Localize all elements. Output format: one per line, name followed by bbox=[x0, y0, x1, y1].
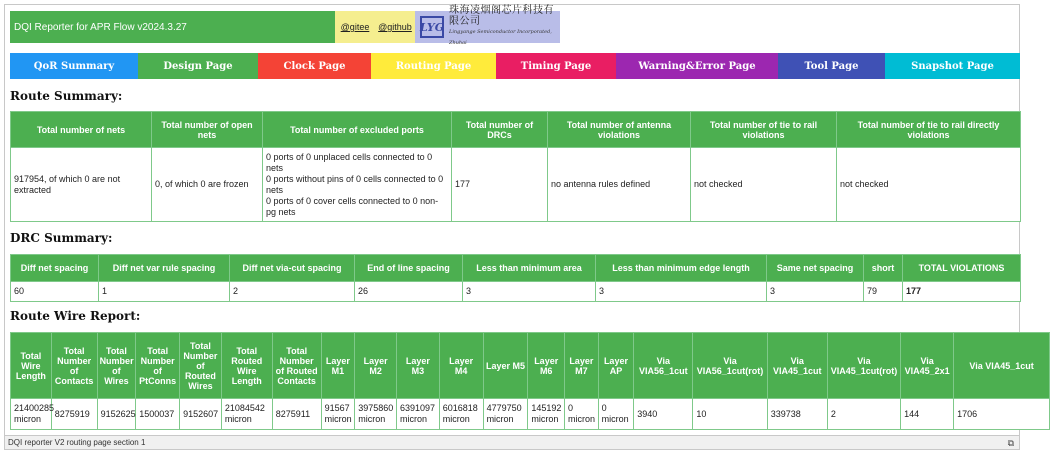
wire-value-cell: 8275911 bbox=[272, 399, 321, 430]
column-header: Diff net var rule spacing bbox=[99, 255, 230, 282]
drc-total-cell: 177 bbox=[903, 282, 1021, 302]
column-header: Total Routed Wire Length bbox=[221, 333, 272, 399]
column-header: Less than minimum edge length bbox=[596, 255, 767, 282]
column-header: Via VIA45_2x1 bbox=[901, 333, 954, 399]
wire-value-cell: 0 micron bbox=[598, 399, 634, 430]
table-header-row bbox=[11, 255, 1021, 282]
wire-value-cell: 6391097 micron bbox=[396, 399, 439, 430]
route-wire-title: Route Wire Report: bbox=[10, 309, 141, 323]
wire-value-cell: 9152607 bbox=[180, 399, 222, 430]
column-header: Layer M3 bbox=[396, 333, 439, 399]
tab-clock-page[interactable]: Clock Page bbox=[258, 53, 371, 79]
status-bar bbox=[5, 435, 1019, 449]
column-header: Total Wire Length bbox=[11, 333, 52, 399]
open-nets-cell: 0, of which 0 are frozen bbox=[152, 148, 263, 222]
logo-text bbox=[449, 5, 560, 49]
excluded-line: 0 ports without pins of 0 cells connected to 0 nets bbox=[266, 173, 444, 195]
column-header: Total number of DRCs bbox=[452, 112, 548, 148]
tab-timing-page[interactable]: Timing Page bbox=[496, 53, 616, 79]
wire-value-cell: 339738 bbox=[767, 399, 827, 430]
wire-value-cell: 21084542 micron bbox=[221, 399, 272, 430]
tab-tool-page[interactable]: Tool Page bbox=[778, 53, 885, 79]
wire-value-cell: 8275919 bbox=[51, 399, 97, 430]
column-header: Layer M4 bbox=[439, 333, 483, 399]
page-frame bbox=[4, 4, 1034, 450]
route-summary-table bbox=[10, 111, 1021, 222]
wire-value-cell: 10 bbox=[693, 399, 767, 430]
excluded-line: 0 ports of 0 cover cells connected to 0 non-pg nets bbox=[266, 195, 439, 217]
drc-value-cell: 2 bbox=[230, 282, 355, 302]
column-header: Layer AP bbox=[598, 333, 634, 399]
column-header: short bbox=[864, 255, 903, 282]
logo-mark: LYG bbox=[420, 16, 444, 38]
wire-value-cell: 1706 bbox=[954, 399, 1050, 430]
status-text: DQI reporter V2 routing page section 1 bbox=[8, 438, 146, 447]
column-header: Diff net via-cut spacing bbox=[230, 255, 355, 282]
wire-value-cell: 145192 micron bbox=[528, 399, 565, 430]
drc-value-cell: 26 bbox=[355, 282, 463, 302]
wire-value-cell: 9152625 bbox=[97, 399, 136, 430]
wire-value-cell: 3975860 micron bbox=[355, 399, 397, 430]
column-header: Total number of tie to rail directly violations bbox=[837, 112, 1021, 148]
column-header: Via VIA45_1cut bbox=[767, 333, 827, 399]
column-header: Diff net spacing bbox=[11, 255, 99, 282]
wire-value-cell: 144 bbox=[901, 399, 954, 430]
tab-qor-summary[interactable]: QoR Summary bbox=[10, 53, 138, 79]
column-header: Layer M2 bbox=[355, 333, 397, 399]
column-header: End of line spacing bbox=[355, 255, 463, 282]
github-link[interactable]: @github bbox=[375, 11, 415, 43]
tie-rail-cell: not checked bbox=[691, 148, 837, 222]
column-header: TOTAL VIOLATIONS bbox=[903, 255, 1021, 282]
popout-icon[interactable]: ⧉ bbox=[1007, 438, 1014, 448]
column-header: Via VIA45_1cut bbox=[954, 333, 1050, 399]
column-header: Total Number of Contacts bbox=[51, 333, 97, 399]
drc-summary-title: DRC Summary: bbox=[10, 231, 113, 245]
drcs-cell: 177 bbox=[452, 148, 548, 222]
drc-value-cell: 3 bbox=[767, 282, 864, 302]
gitee-link[interactable]: @gitee bbox=[335, 11, 375, 43]
drc-value-cell: 3 bbox=[463, 282, 596, 302]
column-header: Total number of excluded ports bbox=[263, 112, 452, 148]
table-row bbox=[11, 282, 1021, 302]
column-header: Total Number of Routed Wires bbox=[180, 333, 222, 399]
column-header: Total number of antenna violations bbox=[548, 112, 691, 148]
column-header: Layer M1 bbox=[321, 333, 355, 399]
drc-value-cell: 79 bbox=[864, 282, 903, 302]
column-header: Layer M7 bbox=[565, 333, 599, 399]
column-header: Via VIA56_1cut bbox=[634, 333, 693, 399]
tie-rail-direct-cell: not checked bbox=[837, 148, 1021, 222]
wire-value-cell: 21400285 micron bbox=[11, 399, 52, 430]
wire-value-cell: 91567 micron bbox=[321, 399, 355, 430]
column-header: Via VIA45_1cut(rot) bbox=[827, 333, 900, 399]
wire-value-cell: 6016818 micron bbox=[439, 399, 483, 430]
column-header: Total number of open nets bbox=[152, 112, 263, 148]
route-summary-title: Route Summary: bbox=[10, 89, 123, 103]
wire-value-cell: 3940 bbox=[634, 399, 693, 430]
wire-value-cell: 1500037 bbox=[136, 399, 180, 430]
excluded-line: 0 ports of 0 unplaced cells connected to 0 nets bbox=[266, 151, 433, 173]
nets-cell: 917954, of which 0 are not extracted bbox=[11, 148, 152, 222]
column-header: Less than minimum area bbox=[463, 255, 596, 282]
logo-en: Lingyange Semiconductor Incorporated, Zhuhai bbox=[449, 29, 552, 46]
table-row bbox=[11, 399, 1050, 430]
column-header: Total number of tie to rail violations bbox=[691, 112, 837, 148]
column-header: Same net spacing bbox=[767, 255, 864, 282]
column-header: Total Number of Routed Contacts bbox=[272, 333, 321, 399]
column-header: Layer M6 bbox=[528, 333, 565, 399]
table-header-row bbox=[11, 112, 1021, 148]
drc-value-cell: 3 bbox=[596, 282, 767, 302]
column-header: Total Number of Wires bbox=[97, 333, 136, 399]
wire-value-cell: 4779750 micron bbox=[483, 399, 528, 430]
nav-tabs bbox=[10, 53, 1020, 79]
header-bar bbox=[10, 5, 560, 46]
table-header-row bbox=[11, 333, 1050, 399]
table-row bbox=[11, 148, 1021, 222]
column-header: Total number of nets bbox=[11, 112, 152, 148]
drc-value-cell: 1 bbox=[99, 282, 230, 302]
column-header: Via VIA56_1cut(rot) bbox=[693, 333, 767, 399]
tab-design-page[interactable]: Design Page bbox=[138, 53, 258, 79]
app-title: DQI Reporter for APR Flow v2024.3.27 bbox=[10, 11, 335, 43]
company-logo bbox=[415, 5, 560, 46]
tab-routing-page[interactable]: Routing Page bbox=[371, 53, 496, 79]
antenna-cell: no antenna rules defined bbox=[548, 148, 691, 222]
logo-cn: 珠海凌烟阁芯片科技有限公司 bbox=[449, 5, 554, 27]
tab-snapshot-page[interactable]: Snapshot Page bbox=[885, 53, 1020, 79]
route-wire-table bbox=[10, 332, 1050, 430]
column-header: Total Number of PtConns bbox=[136, 333, 180, 399]
wire-value-cell: 0 micron bbox=[565, 399, 599, 430]
column-header: Layer M5 bbox=[483, 333, 528, 399]
drc-summary-table bbox=[10, 254, 1021, 302]
tab-warning-error-page[interactable]: Warning&Error Page bbox=[616, 53, 778, 79]
drc-value-cell: 60 bbox=[11, 282, 99, 302]
excluded-ports-cell bbox=[263, 148, 452, 222]
wire-value-cell: 2 bbox=[827, 399, 900, 430]
